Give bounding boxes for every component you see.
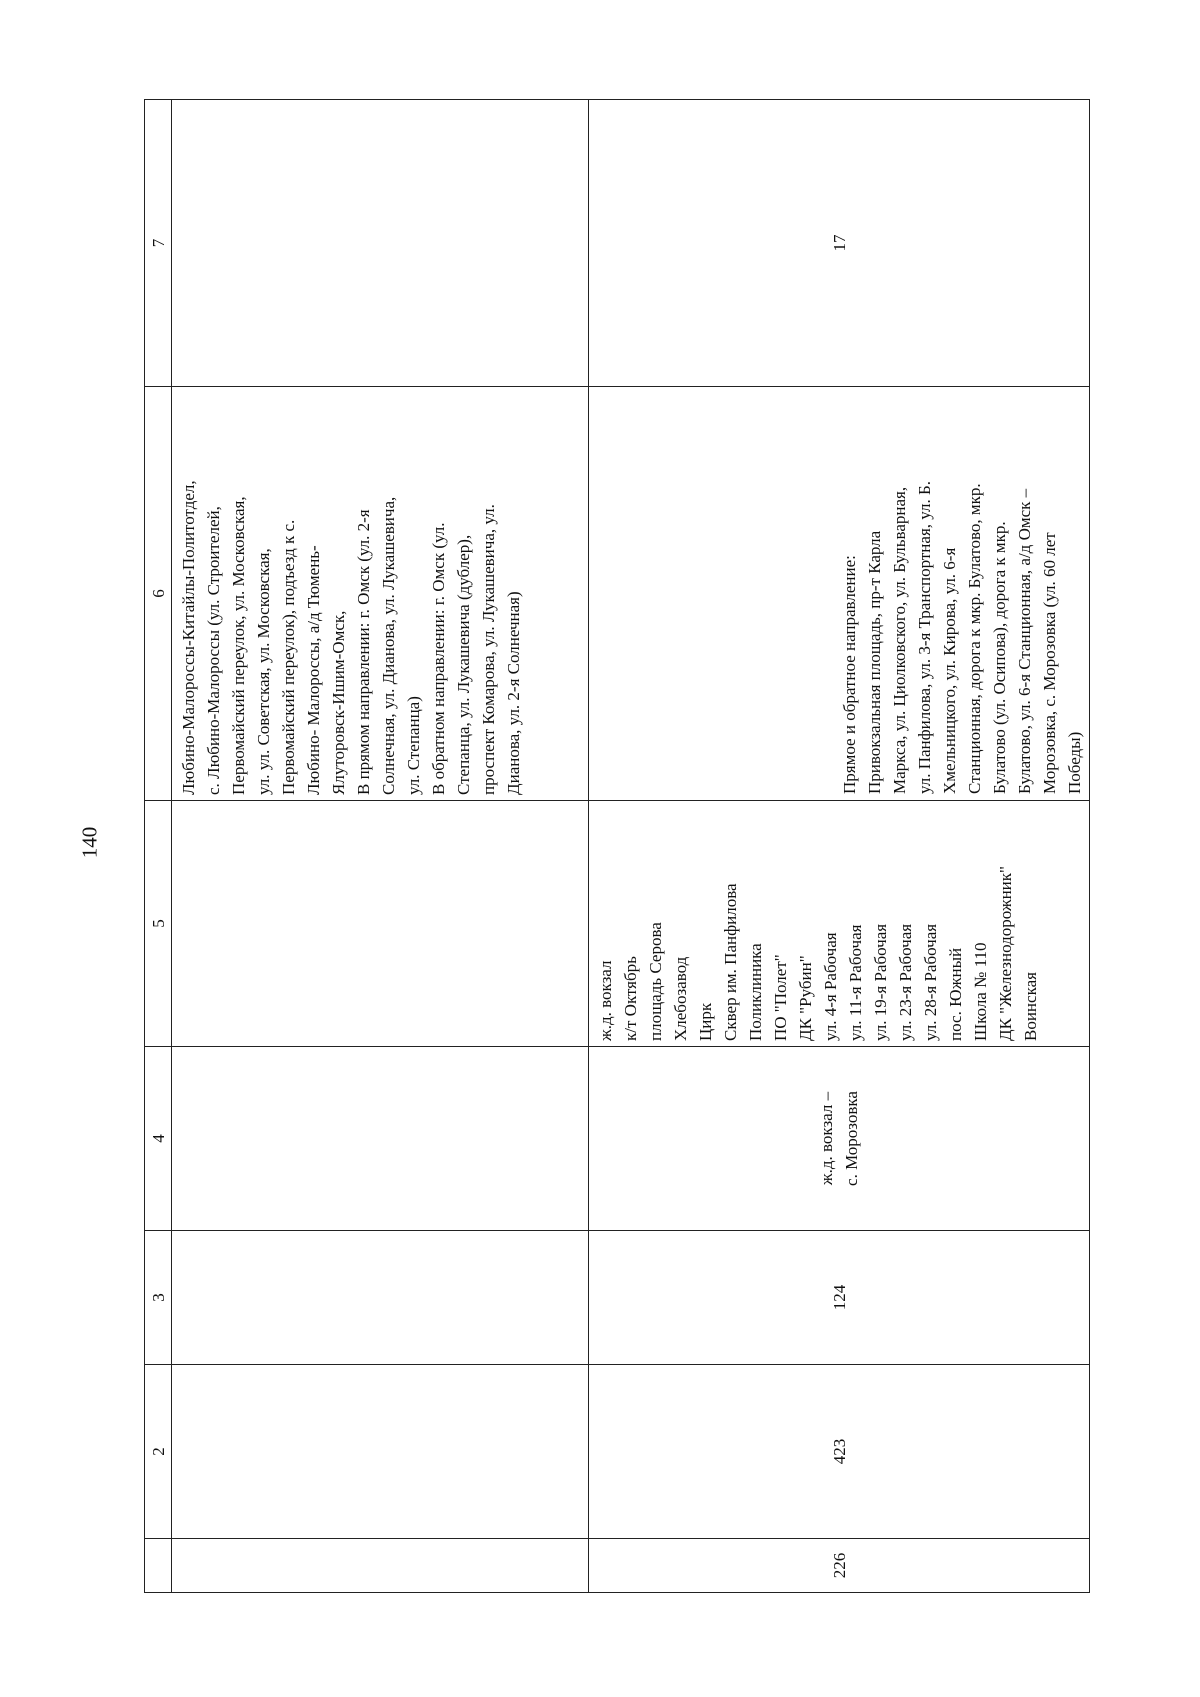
header-cell-4: 4 — [145, 1047, 172, 1231]
path-line: с. Любино-Малороссы (ул. Строителей, — [204, 506, 223, 795]
header-cell-6: 6 — [145, 387, 172, 801]
cell-empty — [172, 1047, 589, 1231]
path-description-cell — [172, 387, 589, 801]
path-line: Маркса, ул. Циолковского, ул. Бульварная, — [890, 486, 909, 794]
path-line: Морозовка, с. Морозовка (ул. 60 лет — [1040, 532, 1059, 794]
header-cell-7: 7 — [145, 100, 172, 387]
column-7-value-cell: 17 — [589, 100, 1090, 387]
path-lines — [176, 392, 526, 795]
cell-empty — [172, 100, 589, 387]
continuation-row — [172, 100, 589, 1593]
header-cell-3: 3 — [145, 1231, 172, 1365]
path-line: Хмельницкого, ул. Кирова, ул. 6-я — [940, 547, 959, 794]
stop-item: пос. Южный — [946, 947, 965, 1041]
page-number: 140 — [77, 826, 102, 858]
stops-list — [593, 806, 1043, 1041]
stop-item: Сквер им. Панфилова — [721, 883, 740, 1041]
route-number-cell: 423 — [589, 1365, 1090, 1539]
header-cell-5: 5 — [145, 801, 172, 1047]
stop-item: Школа № 110 — [971, 942, 990, 1041]
row-number-cell: 226 — [589, 1539, 1090, 1593]
path-line: ул. ул. Советская, ул. Московская, — [254, 548, 273, 795]
path-line: ул. Панфилова, ул. 3-я Транспортная, ул. Б. — [915, 480, 934, 794]
path-line: Булатово (ул. Осипова), дорога к мкр. — [990, 521, 1009, 794]
header-cell-2: 2 — [145, 1365, 172, 1539]
path-line: Первомайский переулок), подъезд к с. — [279, 519, 298, 795]
stop-item: ДК "Железнодорожник" — [996, 866, 1015, 1041]
stop-item: к/т Октябрь — [621, 956, 640, 1041]
path-line: В обратном направлении: г. Омск (ул. — [429, 522, 448, 795]
path-line: Прямое и обратное направление: — [840, 555, 859, 794]
path-line: Первомайский переулок, ул. Московская, — [229, 496, 248, 795]
route-table — [144, 99, 1090, 1593]
path-line: Любино-Малороссы-Китайлы-Политотдел, — [179, 480, 198, 795]
path-line: проспект Комарова, ул. Лукашевича, ул. — [479, 504, 498, 795]
path-line: В прямом направлении: г. Омск (ул. 2-я — [354, 509, 373, 795]
path-lines — [837, 393, 1087, 794]
path-line: Степанца, ул. Лукашевича (дублер), — [454, 534, 473, 795]
path-line: Булатово, ул. 6-я Станционная, а/д Омск – — [1015, 488, 1034, 794]
stop-item: ж.д. вокзал — [596, 960, 615, 1041]
stop-item: Цирк — [696, 1002, 715, 1041]
path-description-cell — [589, 387, 1090, 801]
stop-item: ул. 23-я Рабочая — [896, 923, 915, 1041]
stops-cell — [589, 801, 1090, 1047]
route-row-226 — [589, 100, 1090, 1593]
stop-item: Воинская — [1021, 972, 1040, 1041]
stop-item: площадь Серова — [646, 922, 665, 1041]
stop-item: ул. 11-я Рабочая — [846, 924, 865, 1041]
path-line: Солнечная, ул. Дианова, ул. Лукашевича, — [379, 496, 398, 795]
stop-item: ул. 19-я Рабочая — [871, 923, 890, 1041]
stop-item: ПО "Полет" — [771, 954, 790, 1041]
route-name-line: ж.д. вокзал – — [817, 1091, 836, 1186]
path-line: Привокзальная площадь, пр-т Карла — [865, 530, 884, 794]
header-row — [145, 100, 172, 1593]
cell-empty — [172, 1365, 589, 1539]
rotated-table-container — [144, 100, 1084, 1593]
route-name-cell — [589, 1047, 1090, 1231]
path-line: Станционная, дорога к мкр. Булатово, мкр. — [965, 483, 984, 794]
stop-item: ДК "Рубин" — [796, 955, 815, 1041]
route-name-line: с. Морозовка — [842, 1091, 861, 1186]
path-line: Любино- Малороссы, а/д Тюмень- — [304, 545, 323, 795]
path-line: ул. Степанца) — [404, 696, 423, 795]
cell-empty — [172, 1231, 589, 1365]
path-line: Ялуторовск-Ишим-Омск, — [329, 610, 348, 795]
header-cell-1 — [145, 1539, 172, 1593]
stop-item: ул. 4-я Рабочая — [821, 932, 840, 1041]
cell-empty — [172, 801, 589, 1047]
stop-item: ул. 28-я Рабочая — [921, 923, 940, 1041]
cell-empty — [172, 1539, 589, 1593]
path-line: Победы) — [1065, 731, 1084, 794]
path-line: Дианова, ул. 2-я Солнечная) — [504, 591, 523, 795]
stop-item: Поликлиника — [746, 943, 765, 1041]
stop-item: Хлебозавод — [671, 956, 690, 1041]
route-length-cell: 124 — [589, 1231, 1090, 1365]
